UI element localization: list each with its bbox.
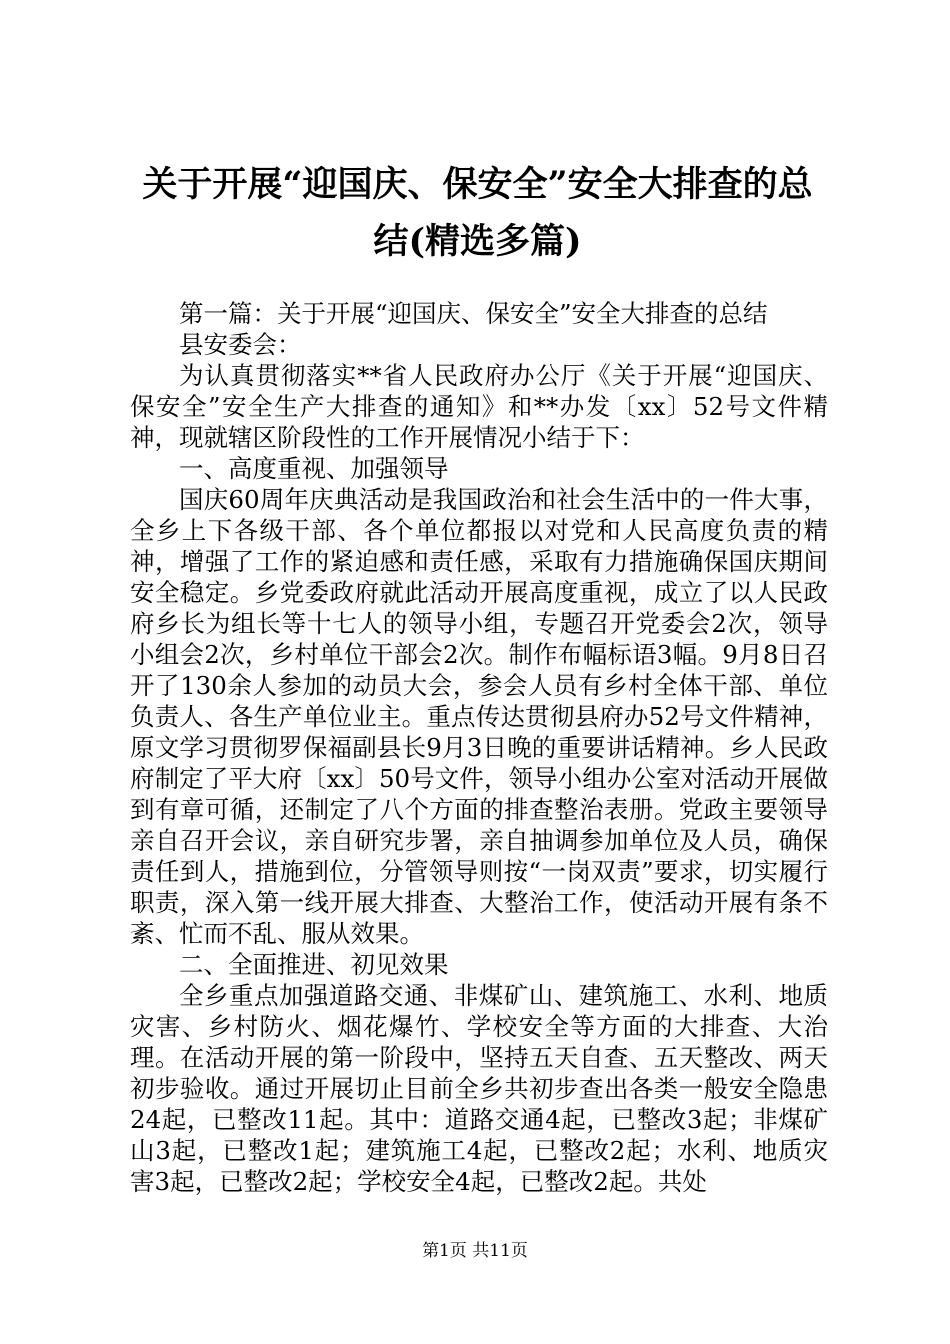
- document-body: [130, 298, 828, 1197]
- section-heading-two: 二、全面推进、初见效果: [179, 950, 449, 979]
- document-title-line-2: 结(精选多篇): [373, 221, 582, 262]
- page-number-footer: 第1页 共11页: [422, 1241, 528, 1261]
- document-title-line-1: 关于开展“迎国庆、保安全”安全大排查的总: [142, 164, 813, 205]
- section-heading-part-one: 第一篇：关于开展“迎国庆、保安全”安全大排查的总结: [179, 299, 768, 328]
- salutation: 县安委会：: [179, 330, 302, 359]
- intro-paragraph: 为认真贯彻落实**省人民政府办公厅《关于开展“迎国庆、保安全”安全生产大排查的通知》和**办发〔xx〕52号文件精神，现就辖区阶段性的工作开展情况小结于下：: [130, 361, 828, 452]
- section-heading-one: 一、高度重视、加强领导: [179, 454, 449, 483]
- paragraph-progress: 全乡重点加强道路交通、非煤矿山、建筑施工、水利、地质灾害、乡村防火、烟花爆竹、学校安全等方面的大排查、大治理。在活动开展的第一阶段中，坚持五天自查、五天整改、两天初步验收。通过开展切止目前全乡共初步查出各类一般安全隐患24起，已整改11起。其中：道路交通4起，已整改3起；非煤矿山3起，已整改1起；建筑施工4起，已整改2起；水利、地质灾害3起，已整改2起；学校安全4起，已整改2起。共处: [130, 981, 828, 1196]
- paragraph-leadership: 国庆60周年庆典活动是我国政治和社会生活中的一件大事，全乡上下各级干部、各个单位都报以对党和人民高度负责的精神，增强了工作的紧迫感和责任感，采取有力措施确保国庆期间安全稳定。乡党委政府就此活动开展高度重视，成立了以人民政府乡长为组长等十七人的领导小组，专题召开党委会2次，领导小组会2次，乡村单位干部会2次。制作布幅标语3幅。9月8日召开了130余人参加的动员大会，参会人员有乡村全体干部、单位负责人、各生产单位业主。重点传达贯彻县府办52号文件精神，原文学习贯彻罗保福副县长9月3日晚的重要讲话精神。乡人民政府制定了平大府〔xx〕50号文件，领导小组办公室对活动开展做到有章可循，还制定了八个方面的排查整治表册。党政主要领导亲自召开会议，亲自研究步署，亲自抽调参加单位及人员，确保责任到人，措施到位，分管领导则按“一岗双责”要求，切实履行职责，深入第一线开展大排查、大整治工作，使活动开展有条不紊、忙而不乱、服从效果。: [130, 485, 828, 948]
